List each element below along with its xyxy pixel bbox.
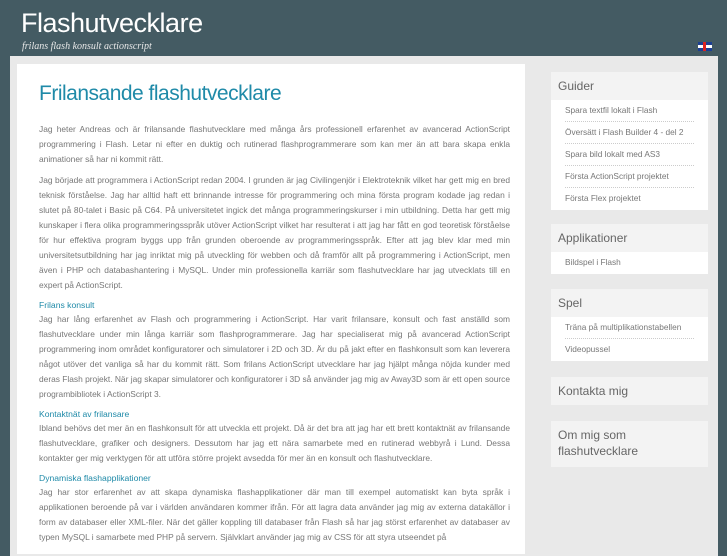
sidebar-box-applikationer [551,224,708,274]
sidebar-link[interactable]: Spara bild lokalt med AS3 [565,144,694,166]
intro-paragraph: Jag började att programmera i ActionScript redan 2004. I grunden är jag Civilingenjör i Elektroteknik vilket har gett mig en bred teknisk förståelse. Jag har alltid haft ett brinnande intresse för programmering och mina första program kodade jag redan i slutet på 80-talet i Basic på C64. På universitetet ingick det många programmeringskurser i min utbildning. Detta har gett mig kunskaper i flera olika programmeringsspråk utöver ActionScript vilket har resulterat i att jag har fått en god teoretisk förståelse för hur effektiva program byggs upp från grunden oberoende av programmeringsspråk. Efter att jag blev klar med min universitetsutbildning har jag inriktat mig på utveckling för webben och då framför allt på programmering i ActionScript, men även i PHP och databashantering i MySQL. Under min professionella karriär som flashutvecklare har jag utvecklats till en expert på ActionScript. [39,175,510,290]
uk-flag-icon[interactable] [698,42,712,51]
section-heading: Kontaktnät av frilansare [39,409,130,419]
sidebar-link[interactable]: Översätt i Flash Builder 4 - del 2 [565,122,694,144]
section-text: Ibland behövs det mer än en flashkonsult för att utveckla ett projekt. Då är det bra att jag har ett brett kontaktnät av frilansande flashutvecklare, grafiker och designers. Dessutom har jag ett nära samarbete med en rutinerad webbyrå i Lund. Dessa kontakter ger mig verktygen för att utföra större projekt avsedda för mer än en konsult och flashutvecklare. [39,423,510,463]
sidebar-heading: Spel [551,289,708,317]
sidebar-link[interactable]: Första ActionScript projektet [565,166,694,188]
main-content [17,64,525,554]
sidebar-box-om-mig[interactable] [551,421,708,467]
sidebar-link[interactable]: Bildspel i Flash [565,257,621,267]
sidebar-box-kontakta[interactable] [551,377,708,405]
intro-paragraph: Jag heter Andreas och är frilansande flashutvecklare med många års professionell erfarenhet av avancerad ActionScript programmering i Flash. Letar ni efter en duktig och rutinerad flashprogrammerare som kan mer än att bara skapa enkla animationer så har ni kommit rätt. [39,124,510,164]
sidebar-box-spel [551,289,708,361]
sidebar-link[interactable]: Videopussel [565,344,611,354]
sidebar-heading: Guider [551,72,708,100]
section-text: Jag har lång erfarenhet av Flash och programmering i ActionScript. Har varit frilansare, konsult och fast anställd som flashutvecklare under min långa karriär som flashprogrammerare. Jag har specialiserat mig på avancerad ActionScript programmering inom området konfiguratorer och simulatorer i 2D och 3D. Är du på jakt efter en flashkonsult som kan leverera något utöver det vanliga så har du kommit rätt. Som frilans ActionScript utvecklare har jag hjälpt många nöjda kunder med deras Flash projekt. När jag skapar simulatorer och konfiguratorer i 3D så använder jag mig av Away3D som är ett open source programbibliotek i ActionScript 3. [39,314,510,399]
sidebar-heading[interactable]: Om mig som flashutvecklare [558,428,639,458]
article-body [39,122,510,551]
sidebar-box-guider [551,72,708,210]
site-title[interactable]: Flashutvecklare [21,8,203,38]
section-heading: Dynamiska flashapplikationer [39,473,151,483]
sidebar-link[interactable]: Träna på multiplikationstabellen [565,317,694,339]
page-title: Frilansande flashutvecklare [39,82,282,105]
sidebar-heading: Applikationer [551,224,708,252]
sidebar-heading[interactable]: Kontakta mig [551,377,708,405]
section-heading: Frilans konsult [39,300,95,310]
section-text: Jag har stor erfarenhet av att skapa dynamiska flashapplikationer där man till exempel automatiskt kan byta språk i applikationen beroende på var i världen användaren kommer ifrån. För att lagra data använder jag mig av externa datakällor i form av databaser eller XML-filer. När det gäller koppling till databaser från Flash så har jag störst erfarenhet av databaser av typen MySQL i samarbete med PHP på servern. Självklart använder jag mig av CSS för att styra utseendet på [39,487,510,542]
site-tagline: frilans flash konsult actionscript [22,41,152,52]
sidebar-link[interactable]: Första Flex projektet [565,193,641,203]
sidebar-link[interactable]: Spara textfil lokalt i Flash [565,100,694,122]
